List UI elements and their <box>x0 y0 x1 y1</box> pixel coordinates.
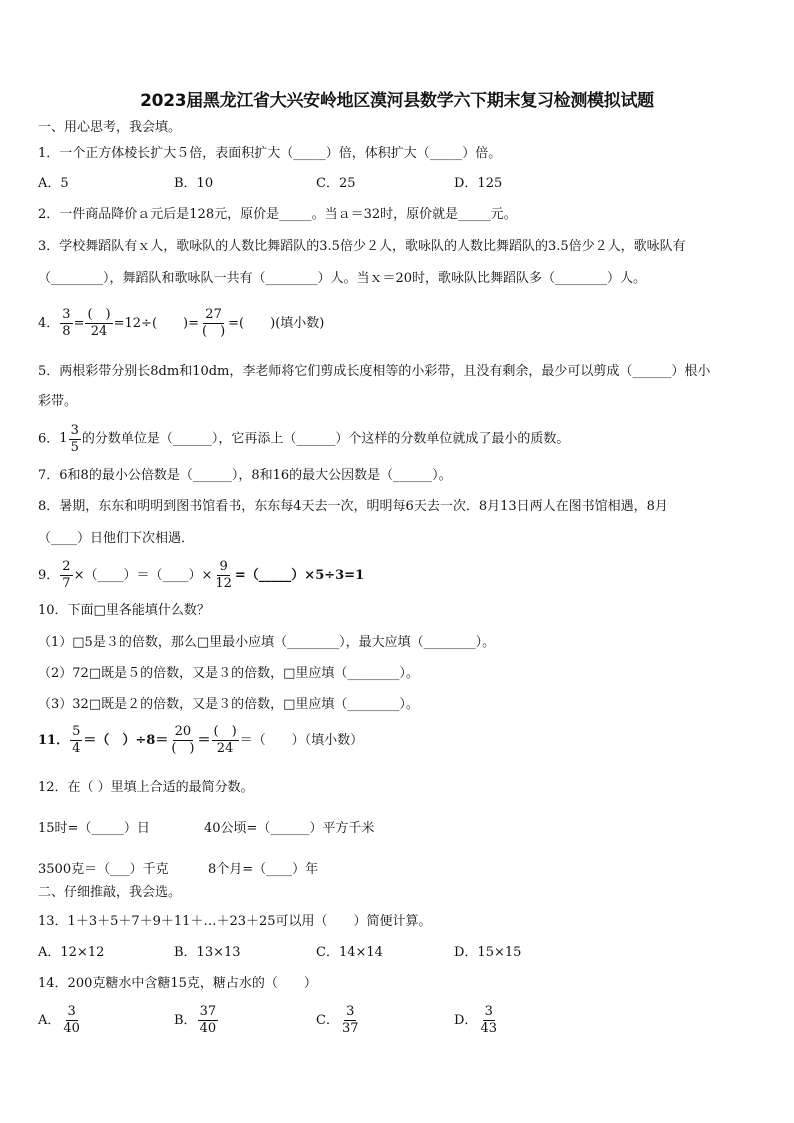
q4-tail: =( )(填小数) <box>228 316 325 331</box>
question-11 <box>38 722 363 760</box>
q11-fraction-2-num: 20 <box>174 724 192 739</box>
q9-tail: =（_____）×5÷3=1 <box>234 568 365 583</box>
q11-fraction-3 <box>212 724 239 757</box>
q12-item-hectares: 40公顷=（______）平方千米 <box>204 821 375 836</box>
question-8-line-2: （____）日他们下次相遇． <box>38 531 195 546</box>
q1-option-c: C．25 <box>316 176 356 191</box>
section-2-heading: 二、仔细推敲，我会选。 <box>38 885 182 900</box>
q12-item-hours: 15时=（_____）日 <box>38 821 150 836</box>
question-10-part-3: （3）32□既是２的倍数，又是３的倍数，□里应填（________）。 <box>38 697 419 712</box>
q14-option-d-label: D． <box>454 1013 478 1028</box>
q11-number: 11． <box>38 733 70 748</box>
question-5-line-2: 彩带。 <box>38 394 78 409</box>
q6-number: 6． <box>38 431 60 447</box>
question-10: 10．下面□里各能填什么数？ <box>38 603 210 618</box>
q4-fraction-1-den: 8 <box>62 324 71 339</box>
q14-option-b <box>174 1002 219 1040</box>
q4-fraction-2-num: ( ) <box>87 307 111 322</box>
q4-fraction-3-den: ( ) <box>202 324 226 339</box>
question-6 <box>38 420 569 459</box>
q6-fraction-num: 3 <box>70 422 79 438</box>
question-10-part-1: （1）□5是３的倍数，那么□里最小应填（________），最大应填（________）。 <box>38 635 496 650</box>
q1-option-b: B．10 <box>174 176 214 191</box>
question-9 <box>38 557 364 595</box>
q6-fraction-den: 5 <box>70 439 79 455</box>
q11-equals: ＝ <box>197 733 211 748</box>
question-7: 7．6和8的最小公倍数是（______），8和16的最大公因数是（______）。 <box>38 468 452 483</box>
q11-fraction-2-den: ( ) <box>171 741 195 756</box>
q1-option-a: A．5 <box>38 176 69 191</box>
q9-middle: ×（____）＝（____）× <box>73 568 213 583</box>
q4-fraction-3-num: 27 <box>205 307 222 322</box>
q14-option-d-num: 3 <box>484 1004 493 1019</box>
q11-tail: ＝（ ）（填小数） <box>239 733 364 748</box>
q9-fraction-1-num: 2 <box>62 559 71 574</box>
q11-fraction-3-num: ( ) <box>213 724 237 739</box>
q14-option-d <box>454 1002 500 1040</box>
q11-fraction-1 <box>70 724 82 757</box>
q4-middle: =12÷( )= <box>113 316 199 331</box>
q14-option-a-num: 3 <box>67 1004 76 1019</box>
q14-option-d-fraction <box>478 1004 499 1037</box>
question-10-part-2: （2）72□既是５的倍数，又是３的倍数，□里应填（________）。 <box>38 666 419 681</box>
q11-fraction-3-den: 24 <box>216 741 234 756</box>
q4-fraction-3 <box>200 307 227 340</box>
page-title: 2023届黑龙江省大兴安岭地区漠河县数学六下期末复习检测模拟试题 <box>140 91 654 111</box>
question-12: 12．在（ ）里填上合适的最简分数。 <box>38 780 254 795</box>
q9-number: 9． <box>38 568 60 583</box>
question-14: 14．200克糖水中含糖15克，糖占水的（ ） <box>38 976 317 991</box>
q14-option-d-den: 43 <box>480 1021 497 1036</box>
q9-fraction-2-num: 9 <box>219 559 228 574</box>
section-1-heading: 一、用心思考，我会填。 <box>38 120 182 135</box>
q14-option-c-label: C． <box>316 1013 339 1028</box>
q11-fraction-2 <box>169 724 196 757</box>
q4-number: 4． <box>38 316 60 331</box>
q13-option-c: C．14×14 <box>316 945 383 960</box>
q14-option-c-fraction <box>340 1004 361 1037</box>
question-8-line-1: 8．暑期，东东和明明到图书馆看书，东东每4天去一次，明明每6天去一次．8月13日两人在图书馆相遇，8月 <box>38 499 668 514</box>
q9-fraction-1-den: 7 <box>62 576 71 591</box>
q14-option-b-num: 37 <box>199 1004 217 1019</box>
q11-fraction-1-num: 5 <box>72 724 81 739</box>
q12-item-months: 8个月=（____）年 <box>208 862 319 877</box>
q14-option-b-fraction <box>198 1004 219 1037</box>
q4-fraction-1 <box>60 307 72 340</box>
q9-fraction-1 <box>60 559 72 592</box>
q4-equals: = <box>73 316 85 331</box>
q14-option-a-label: A． <box>38 1013 61 1028</box>
q14-option-c <box>316 1002 362 1040</box>
q13-option-b: B．13×13 <box>174 945 241 960</box>
q4-fraction-1-num: 3 <box>62 307 71 322</box>
q13-option-a: A．12×12 <box>38 945 105 960</box>
q14-option-a-den: 40 <box>63 1021 80 1036</box>
q4-fraction-2-den: 24 <box>90 324 108 339</box>
question-13: 13．1＋3＋5＋7＋9＋11＋…＋23＋25可以用（ ）简便计算。 <box>38 914 432 929</box>
q14-option-b-label: B． <box>174 1013 197 1028</box>
q6-whole: 1 <box>59 431 68 446</box>
question-4 <box>38 305 324 343</box>
question-2: 2．一件商品降价ａ元后是128元，原价是_____。当ａ＝32时，原价就是_____元。 <box>38 207 517 222</box>
q6-fraction <box>69 423 81 456</box>
q14-option-a <box>38 1002 83 1040</box>
q12-item-grams: 3500克＝（___）千克 <box>38 862 169 877</box>
q6-mixed-number <box>59 420 82 458</box>
q14-option-c-num: 3 <box>346 1004 355 1019</box>
q13-option-d: D．15×15 <box>454 945 522 960</box>
q6-tail: 的分数单位是（______），它再添上（______）个这样的分数单位就成了最小的质数。 <box>81 431 570 447</box>
q11-fraction-1-den: 4 <box>72 741 81 756</box>
q14-option-a-fraction <box>61 1004 82 1037</box>
question-3-line-2: （________），舞蹈队和歌咏队一共有（________）人。当ｘ＝20时，歌咏队比舞蹈队多（________）人。 <box>38 271 647 286</box>
q1-option-d: D．125 <box>454 176 503 191</box>
q11-middle: ＝（ ）÷8＝ <box>83 733 169 748</box>
q14-option-c-den: 37 <box>341 1021 359 1036</box>
q14-option-b-den: 40 <box>199 1021 217 1036</box>
question-3-line-1: 3．学校舞蹈队有ｘ人，歌咏队的人数比舞蹈队的3.5倍少２人，歌咏队的人数比舞蹈队的3.5倍少２人，歌咏队有 <box>38 239 686 254</box>
question-5-line-1: 5．两根彩带分别长8dm和10dm，李老师将它们剪成长度相等的小彩带，且没有剩余，最少可以剪成（______）根小 <box>38 364 711 379</box>
q4-fraction-2 <box>85 307 112 340</box>
q9-fraction-2 <box>213 559 234 592</box>
question-1: 1．一个正方体棱长扩大５倍，表面积扩大（_____）倍，体积扩大（_____）倍。 <box>38 146 502 161</box>
q9-fraction-2-den: 12 <box>215 576 232 591</box>
